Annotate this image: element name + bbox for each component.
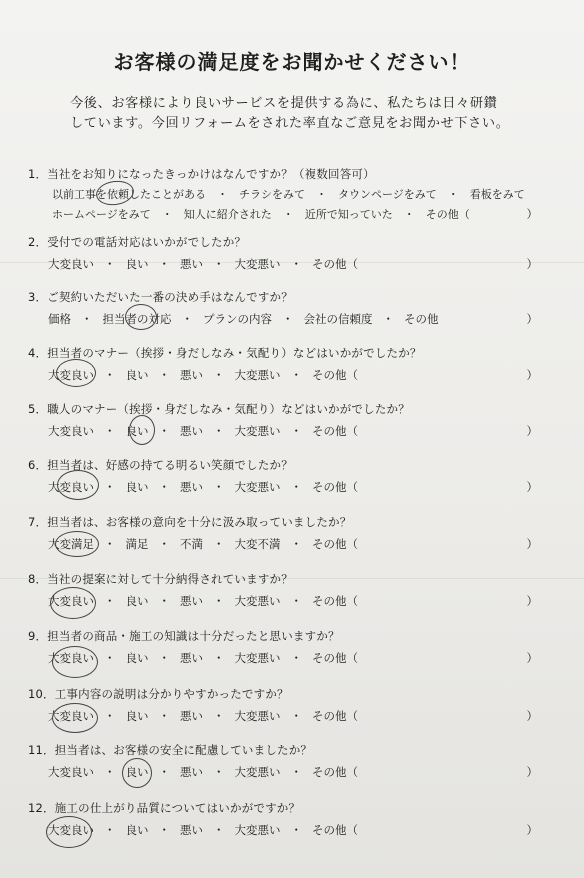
answer-option[interactable]: 悪い [180, 594, 203, 608]
answer-option[interactable]: 良い [125, 257, 149, 271]
answer-option[interactable]: 大変良い [48, 368, 94, 382]
separator-dot: ・ [104, 368, 116, 382]
separator-dot: ・ [158, 257, 170, 271]
separator-dot: ・ [290, 257, 302, 271]
separator-dot: ・ [282, 312, 294, 326]
answer-option[interactable]: 不満 [180, 537, 203, 551]
separator-dot: ・ [158, 823, 170, 837]
close-paren: ） [526, 537, 538, 551]
separator-dot: ・ [158, 594, 170, 608]
answer-option[interactable]: 大変良い [48, 765, 94, 779]
answer-option[interactable]: 大変悪い [234, 257, 281, 271]
answer-option[interactable]: 担当者の対応 [102, 312, 172, 326]
question-text: 7．担当者は、お客様の意向を十分に汲み取っていましたか？ [28, 515, 352, 529]
answer-options [48, 479, 358, 495]
answer-option[interactable]: 良い [125, 480, 149, 494]
answer-option[interactable]: その他（ [312, 651, 358, 665]
answer-option[interactable]: 大変良い [48, 823, 94, 837]
answer-options [48, 256, 358, 272]
q1-options-line-2[interactable]: ホームページをみて ・ 知人に紹介された ・ 近所で知っていた ・ その他（ [52, 208, 470, 221]
separator-dot: ・ [290, 594, 302, 608]
answer-option[interactable]: 良い [125, 594, 149, 608]
answer-option[interactable]: 大変良い [48, 594, 94, 608]
answer-option[interactable]: 良い [125, 424, 149, 438]
close-paren: ） [526, 651, 538, 665]
close-paren: ） [526, 594, 538, 608]
separator-dot: ・ [213, 765, 225, 779]
separator-dot: ・ [104, 823, 116, 837]
separator-dot: ・ [213, 368, 225, 382]
answer-option[interactable]: その他（ [312, 823, 358, 837]
answer-option[interactable]: 良い [125, 368, 149, 382]
question-text: 9．担当者の商品・施工の知識は十分だったと思いますか？ [28, 629, 340, 643]
answer-option[interactable]: 大変悪い [234, 480, 281, 494]
question-text: 8．当社の提案に対して十分納得されていますか？ [28, 572, 293, 586]
separator-dot: ・ [104, 651, 116, 665]
answer-option[interactable]: 悪い [180, 765, 203, 779]
separator-dot: ・ [290, 651, 302, 665]
answer-options [48, 423, 358, 439]
answer-option[interactable]: 大変良い [48, 257, 94, 271]
answer-option[interactable]: 大変満足 [48, 537, 94, 551]
separator-dot: ・ [382, 312, 394, 326]
answer-option[interactable]: 大変悪い [234, 765, 281, 779]
answer-option[interactable]: 大変悪い [234, 424, 281, 438]
answer-options [48, 708, 358, 724]
separator-dot: ・ [158, 651, 170, 665]
answer-option[interactable]: 悪い [180, 480, 203, 494]
answer-option[interactable]: 悪い [180, 368, 203, 382]
separator-dot: ・ [213, 424, 225, 438]
answer-option[interactable]: 満足 [125, 537, 149, 551]
answer-option[interactable]: その他（ [312, 424, 358, 438]
close-paren: ） [526, 424, 538, 438]
answer-options [48, 650, 358, 666]
page-title: お客様の満足度をお聞かせください！ [113, 50, 471, 74]
answer-options [48, 593, 358, 609]
separator-dot: ・ [104, 765, 116, 779]
separator-dot: ・ [181, 312, 193, 326]
separator-dot: ・ [290, 709, 302, 723]
answer-option[interactable]: 大変悪い [234, 651, 281, 665]
answer-option[interactable]: その他（ [312, 368, 358, 382]
separator-dot: ・ [104, 537, 116, 551]
answer-option[interactable]: その他（ [312, 257, 358, 271]
answer-option[interactable]: 大変不満 [234, 537, 281, 551]
separator-dot: ・ [290, 424, 302, 438]
answer-option[interactable]: その他（ [312, 480, 358, 494]
q1-options-line-1[interactable]: 以前工事を依頼したことがある ・ チラシをみて ・ タウンページをみて ・ 看板をみて [52, 188, 525, 201]
close-paren: ） [526, 709, 538, 723]
separator-dot: ・ [290, 537, 302, 551]
answer-option[interactable]: 悪い [180, 651, 203, 665]
answer-option[interactable]: 悪い [180, 709, 203, 723]
answer-option[interactable]: 大変悪い [234, 368, 281, 382]
separator-dot: ・ [290, 823, 302, 837]
answer-option[interactable]: 大変悪い [234, 709, 281, 723]
separator-dot: ・ [213, 257, 225, 271]
answer-option[interactable]: 大変良い [48, 651, 94, 665]
answer-options [48, 822, 358, 838]
answer-option[interactable]: その他 [404, 312, 439, 326]
answer-option[interactable]: 大変悪い [234, 823, 281, 837]
separator-dot: ・ [104, 594, 116, 608]
intro-line: しています。今回リフォームをされた率直なご意見をお聞かせ下さい。 [70, 116, 510, 131]
question-text: 4．担当者のマナー（挨拶・身だしなみ・気配り）などはいかがでしたか？ [28, 346, 422, 360]
separator-dot: ・ [104, 480, 116, 494]
answer-option[interactable]: 大変良い [48, 480, 94, 494]
answer-option[interactable]: 大変悪い [234, 594, 281, 608]
separator-dot: ・ [158, 709, 170, 723]
separator-dot: ・ [158, 424, 170, 438]
answer-option[interactable]: 悪い [180, 257, 203, 271]
intro-text [70, 94, 540, 134]
separator-dot: ・ [213, 594, 225, 608]
answer-option[interactable]: その他（ [312, 537, 358, 551]
separator-dot: ・ [290, 480, 302, 494]
close-paren: ） [526, 207, 538, 221]
separator-dot: ・ [104, 424, 116, 438]
close-paren: ） [526, 823, 538, 837]
separator-dot: ・ [213, 651, 225, 665]
answer-option[interactable]: 良い [125, 823, 149, 837]
answer-option[interactable]: 大変良い [48, 424, 94, 438]
question-text: 12．施工の仕上がり品質についてはいかがですか？ [28, 801, 301, 815]
close-paren: ） [526, 257, 538, 271]
separator-dot: ・ [290, 765, 302, 779]
separator-dot: ・ [104, 257, 116, 271]
question-text: 11．担当者は、お客様の安全に配慮していましたか？ [28, 743, 313, 757]
separator-dot: ・ [158, 480, 170, 494]
answer-option[interactable]: その他（ [312, 709, 358, 723]
separator-dot: ・ [213, 480, 225, 494]
answer-option[interactable]: 会社の信頼度 [303, 312, 373, 326]
answer-option[interactable]: その他（ [312, 765, 358, 779]
answer-options [48, 536, 358, 552]
close-paren: ） [526, 312, 538, 326]
answer-option[interactable]: 良い [125, 709, 149, 723]
question-text: 1．当社をお知りになったきっかけはなんですか？（複数回答可） [28, 167, 375, 181]
close-paren: ） [526, 368, 538, 382]
question-text: 6．担当者は、好感の持てる明るい笑顔でしたか？ [28, 458, 293, 472]
answer-options [48, 311, 439, 327]
question-text: 10．工事内容の説明は分かりやすかったですか？ [28, 687, 289, 701]
answer-options [48, 764, 358, 780]
separator-dot: ・ [158, 765, 170, 779]
close-paren: ） [526, 765, 538, 779]
answer-option[interactable]: 価格 [48, 312, 71, 326]
answer-option[interactable]: 悪い [180, 823, 203, 837]
question-text: 2．受付での電話対応はいかがでしたか？ [28, 235, 247, 249]
separator-dot: ・ [213, 823, 225, 837]
separator-dot: ・ [158, 537, 170, 551]
separator-dot: ・ [81, 312, 93, 326]
answer-option[interactable]: プランの内容 [203, 312, 272, 326]
separator-dot: ・ [158, 368, 170, 382]
separator-dot: ・ [213, 709, 225, 723]
answer-options [48, 367, 358, 383]
close-paren: ） [526, 480, 538, 494]
separator-dot: ・ [290, 368, 302, 382]
question-text: 3．ご契約いただいた一番の決め手はなんですか？ [28, 290, 293, 304]
intro-line: 今後、お客様により良いサービスを提供する為に、私たちは日々研鑽 [70, 96, 498, 111]
question-text: 5．職人のマナー（挨拶・身だしなみ・気配り）などはいかがでしたか？ [28, 402, 410, 416]
answer-option[interactable]: 悪い [180, 424, 203, 438]
separator-dot: ・ [213, 537, 225, 551]
separator-dot: ・ [104, 709, 116, 723]
answer-option[interactable]: 良い [125, 765, 149, 779]
answer-option[interactable]: 良い [125, 651, 149, 665]
answer-option[interactable]: その他（ [312, 594, 358, 608]
answer-option[interactable]: 大変良い [48, 709, 94, 723]
